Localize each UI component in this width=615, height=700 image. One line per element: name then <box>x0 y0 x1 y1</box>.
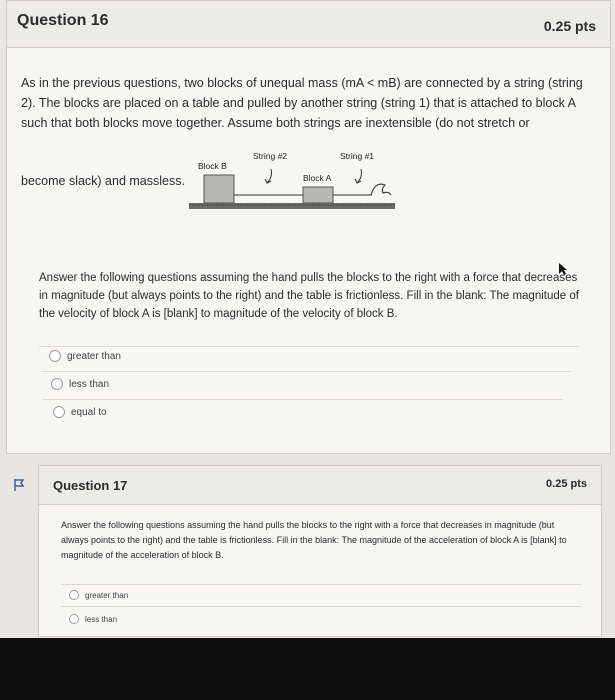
question-16-header <box>7 1 610 48</box>
question-17-header <box>39 466 601 505</box>
string-2-arrow <box>265 169 272 183</box>
question-17-points: 0.25 pts <box>546 478 587 490</box>
radio-less-than[interactable] <box>51 378 63 390</box>
label-string-2: String #2 <box>253 151 288 161</box>
screen-bottom-bezel <box>0 638 615 700</box>
label-string-1: String #1 <box>340 151 375 161</box>
flag-icon[interactable] <box>12 478 26 492</box>
question-16-card <box>6 0 611 454</box>
label-block-b: Block B <box>198 161 227 171</box>
label-block-a: Block A <box>303 173 332 183</box>
question-16-intro: As in the previous questions, two blocks of unequal mass (mA < mB) are connected by a string (string 2). The blocks are placed on a table and pulled by another string (string 1) that is attached to block A such that both blocks move together. Assume both strings are inextensible (do not stretch or <box>21 76 583 130</box>
q17-option-label: less than <box>85 614 118 624</box>
q16-option-label: less than <box>69 378 110 390</box>
question-16-intro-continued: become slack) and massless. <box>21 174 185 188</box>
radio-less-than[interactable] <box>69 614 79 624</box>
block-a <box>303 187 333 203</box>
q16-option-equal-to[interactable] <box>53 406 107 418</box>
hand-icon <box>371 184 391 195</box>
q17-option-label: greater than <box>85 590 129 600</box>
question-16-title: Question 16 <box>17 12 109 29</box>
radio-greater-than[interactable] <box>69 590 79 600</box>
q16-option-greater-than[interactable] <box>49 350 121 362</box>
radio-equal-to[interactable] <box>53 406 65 418</box>
block-b <box>204 175 234 203</box>
q16-option-label: greater than <box>67 350 121 362</box>
question-17-card <box>38 465 602 637</box>
q17-option-greater-than[interactable] <box>69 590 128 600</box>
q16-option-less-than[interactable] <box>51 378 109 390</box>
question-17-prompt: Answer the following questions assuming the hand pulls the blocks to the right with a force that decreases in magnitude (but always points to the right) and the table is frictionless. Fill in the blank: The magnitude of the acceleration of block A is [blank] to magnitude of the acceleration of block B. <box>61 520 567 560</box>
q17-option-less-than[interactable] <box>69 614 117 624</box>
question-16-prompt: Answer the following questions assuming the hand pulls the blocks to the right with a force that decreases in magnitude (but always points to the right) and the table is frictionless. Fill in the blank: The magnitude of the velocity of block A is [blank] to magnitude of the velocity of block B. <box>39 272 579 320</box>
cursor-icon <box>558 262 568 276</box>
q16-option-label: equal to <box>71 406 107 418</box>
question-17-title: Question 17 <box>53 478 128 493</box>
string-1-arrow <box>355 169 362 183</box>
table <box>189 203 395 209</box>
radio-greater-than[interactable] <box>49 350 61 362</box>
question-16-points: 0.25 pts <box>543 18 596 34</box>
blocks-diagram <box>187 147 397 217</box>
